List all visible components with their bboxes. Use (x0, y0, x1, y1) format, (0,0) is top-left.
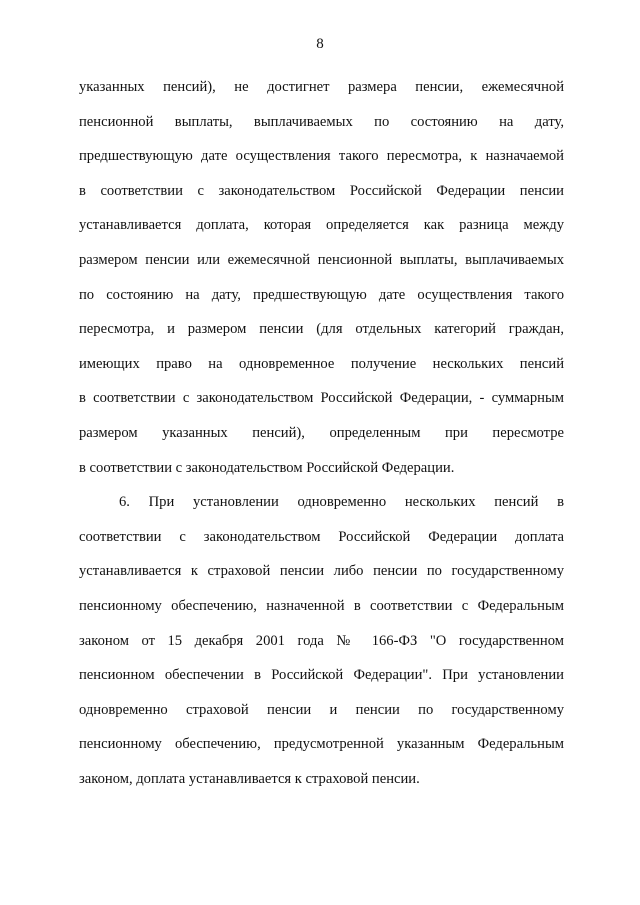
text-line: законом, доплата устанавливается к страховой пенсии. (79, 770, 420, 787)
paragraph-continuation (79, 70, 564, 485)
page-number: 8 (316, 36, 324, 52)
text-line: устанавливается доплата, которая определяется как разница между (79, 217, 564, 234)
text-line: пенсионному обеспечению, назначенной в соответствии с Федеральным (79, 597, 564, 614)
text-line: соответствии с законодательством Российской Федерации доплата (79, 528, 564, 545)
text-line: размером пенсии или ежемесячной пенсионной выплаты, выплачиваемых (79, 251, 564, 268)
document-body (79, 70, 564, 796)
text-line: предшествующую дате осуществления такого пересмотра, к назначаемой (79, 148, 564, 165)
text-line: законом от 15 декабря 2001 года № 166-ФЗ "О государственном (79, 632, 564, 649)
text-line: по состоянию на дату, предшествующую дате осуществления такого (79, 286, 564, 303)
paragraph-item-6 (79, 485, 564, 796)
text-line: размером указанных пенсий), определенным при пересмотре (79, 424, 564, 441)
text-line: пенсионном обеспечении в Российской Федерации". При установлении (79, 667, 564, 684)
text-line: в соответствии с законодательством Российской Федерации, - суммарным (79, 390, 564, 407)
text-line: устанавливается к страховой пенсии либо пенсии по государственному (79, 563, 564, 580)
text-line: 6. При установлении одновременно нескольких пенсий в (119, 494, 564, 511)
text-line: в соответствии с законодательством Российской Федерации. (79, 459, 455, 476)
text-line: пересмотра, и размером пенсии (для отдельных категорий граждан, (79, 321, 564, 338)
text-line: пенсионной выплаты, выплачиваемых по состоянию на дату, (79, 113, 564, 130)
text-line: пенсионному обеспечению, предусмотренной указанным Федеральным (79, 736, 564, 753)
text-line: указанных пенсий), не достигнет размера пенсии, ежемесячной (79, 79, 564, 95)
text-line: в соответствии с законодательством Российской Федерации пенсии (79, 182, 564, 199)
text-line: имеющих право на одновременное получение нескольких пенсий (79, 355, 564, 372)
text-line: одновременно страховой пенсии и пенсии по государственному (79, 701, 564, 718)
